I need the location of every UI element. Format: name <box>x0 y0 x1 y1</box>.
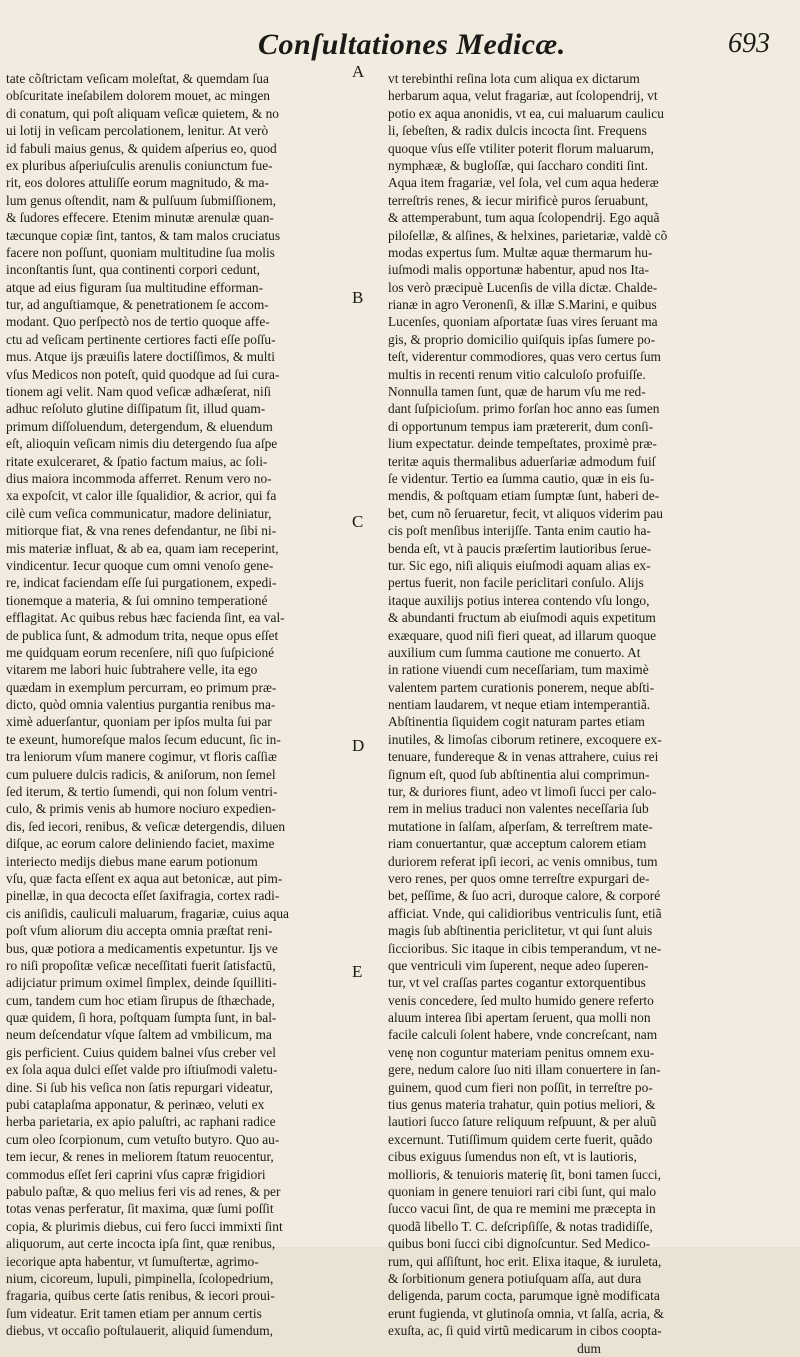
text-line: xa expoſcit, vt calor ille ſqualidior, & acrior, qui fa <box>6 488 277 504</box>
text-line: mus. Atque ijs præuiſis latere doctiſſimos, & multi <box>6 349 275 365</box>
text-line: totas venas perferatur, ſit maxima, quæ ſumi poſſit <box>6 1201 274 1217</box>
text-line: de publica ſunt, & admodum trita, neque opus eſſet <box>6 627 279 643</box>
text-line: di opportunum tempus iam prætererit, dum conſi- <box>388 418 654 434</box>
text-line: ex pluribus aſperiuſculis arenulis coniunctum fue- <box>6 157 273 173</box>
page-header <box>0 22 800 68</box>
margin-letter-c: C <box>352 512 364 531</box>
text-line: facile calculi ſolent habere, vnde concreſcant, nam <box>388 1027 658 1043</box>
text-line: re, indicat faciendam eſſe ſui purgationem, expedi- <box>6 575 277 591</box>
text-line: ex ſola aqua dulci eſſet valde pro iſtiuſmodi valetu- <box>6 1062 278 1078</box>
text-line: exuſta, ac, ſi quid virtũ medicarum in cibos coopta- <box>388 1323 662 1339</box>
text-line: nium, cicoreum, lupuli, pimpinella, ſcolopedrium, <box>6 1270 274 1286</box>
text-line: culo, & primis venis ab humore nociuro expedien- <box>6 801 276 817</box>
text-line: primum diſſoluendum, detergendum, & eluendum <box>6 418 273 434</box>
text-line: cis aniſidis, cauliculi maluarum, fragariæ, cuius aqua <box>6 905 289 921</box>
text-line: nymphææ, & bugloſſæ, qui ſaccharo conditi ſint. <box>388 157 648 173</box>
text-line: multis in recenti renum vitio calculoſo profuiſſe. <box>388 366 646 382</box>
text-line: tur. Sic ego, niſi aliquis eiuſmodi aquam alias ex- <box>388 557 651 573</box>
text-line: ſiccioribus. Sic itaque in cibis temperandum, vt ne- <box>388 940 662 956</box>
text-line: diſque, ac eorum calore deliniendo faciet, maxime <box>6 836 275 852</box>
text-line: bet, peſſime, & ſuo acri, duroque calore, & corporé <box>388 888 661 904</box>
text-line: que ventriculi vim ſuperent, neque adeo ſuperen- <box>388 957 649 973</box>
text-line: in ratione viuendi cum neceſſariam, tum maximè <box>388 662 649 678</box>
text-line: fragaria, quibus certe ſatis renibus, & iecori proui- <box>6 1288 275 1304</box>
text-line: commodus eſſet ſeri caprini vſus capræ frigidiori <box>6 1166 266 1182</box>
text-line: lautiori ſucco ſature reliquum reſpuunt, & per aluũ <box>388 1114 657 1130</box>
text-line: lum genus oſtendit, nam & pulſuum ſubmiſſionem, <box>6 192 277 208</box>
text-line: id fabuli maius genus, & quidem aſperius eo, quod <box>6 140 277 156</box>
text-line: riam conuertantur, quæ acceptum calorem etiam <box>388 836 647 852</box>
text-line: rem in melius traduci non valentes neceſſaria ſub <box>388 801 649 817</box>
text-line: dant ſuſpicioſum. primo forſan hoc anno eas ſumen <box>388 401 660 417</box>
text-line: vſu, quæ facta eſſent ex aqua aut betonicæ, aut pim- <box>6 870 283 886</box>
text-line: vſus Medicos non poteſt, quid quodque ad ſui cura- <box>6 366 280 382</box>
text-line: neum deſcendatur vſque ſaltem ad vmbilicum, ma <box>6 1027 272 1043</box>
text-line: bus, quæ potiora a medicamentis expetuntur. Ijs ve <box>6 940 278 956</box>
text-line: cum, tandem cum hoc etiam ſirupus de ſthæchade, <box>6 992 275 1008</box>
text-line: mis materiæ influat, & ab ea, quam iam receperint, <box>6 540 279 556</box>
text-line: tra leniorum vſum manere cogimur, vt floris caſſiæ <box>6 749 277 765</box>
text-line: li, ſebeſten, & radix dulcis incocta ſint. Frequens <box>388 123 647 139</box>
text-line: tionemque a materia, & ſui omnino temperationé <box>6 592 268 608</box>
text-line: & ſorbitionum genera potiuſquam aſſa, aut dura <box>388 1270 642 1286</box>
text-line: ſucco vacui ſint, de qua re memini me præcepta in <box>388 1201 656 1217</box>
text-line: quæ quidem, ſi hora, poſtquam ſumpta ſunt, in bal- <box>6 1010 277 1026</box>
left-text-column <box>6 70 348 1340</box>
margin-letter-a: A <box>352 62 365 81</box>
text-line: excernunt. Tutiſſimum quidem certe fuerit, quãdo <box>388 1131 653 1147</box>
text-line: obſcuritate ineſabilem dolorem mouet, ac mingen <box>6 88 271 104</box>
text-line: eſt, alioquin veſicam nimis diu detergendo ſua aſpe <box>6 436 278 452</box>
text-line: rit, eos dolores attuliſſe eorum magnitudo, & ma- <box>6 175 269 191</box>
text-line: dis, ſed iecori, renibus, & veſicæ detergendis, diluen <box>6 818 286 834</box>
text-line: vt terebinthi reſina lota cum aliqua ex dictarum <box>388 71 640 86</box>
text-line: tate cõſtrictam veſicam moleſtat, & quemdam ſua <box>6 71 269 86</box>
text-line: vindicentur. Iecur quoque cum omni venoſo gene- <box>6 557 274 573</box>
text-line: pertus fuerit, non facile periclitari conſulo. Alijs <box>388 575 644 591</box>
text-line: bet, cum nõ ſeruaretur, fecit, vt aliquos viderim pau <box>388 505 663 521</box>
text-line: itaque auxilijs potius interea contendo vſu longo, <box>388 592 650 608</box>
text-line: tur, & duriores fiunt, adeo vt limoſi ſucci per calo- <box>388 784 657 800</box>
text-line: venis concedere, ſed multo humido genere referto <box>388 992 654 1008</box>
margin-letter-b: B <box>352 288 364 307</box>
text-line: vero renes, per quos omne terreſtre expurgari de- <box>388 870 650 886</box>
text-line: guinem, quod cum fieri non poſſit, in terreſtre po- <box>388 1079 653 1095</box>
text-line: magis ſub abſtinentia periclitetur, vt qui ſunt aluis <box>388 923 653 939</box>
text-line: erunt fugienda, vt glutinoſa omnia, vt ſalſa, acria, & <box>388 1305 664 1321</box>
text-line: tius genus materia trahatur, quin potius meliori, & <box>388 1097 656 1113</box>
text-line: pabulo paſtæ, & quo melius feri vis ad renes, & per <box>6 1184 281 1199</box>
text-line: vitarem me labori huic ſubtrahere velle, ita ego <box>6 662 258 678</box>
text-line: copia, & plurimis diebus, cui fero ſucci immixti ſint <box>6 1218 283 1234</box>
right-text-column <box>388 70 790 1357</box>
text-line: tionem agi velit. Nam quod veſicæ adhæſerat, niſi <box>6 384 272 400</box>
text-line: rum, qui aſſiſtunt, hoc erit. Elixa itaque, & iuruleta, <box>388 1253 662 1269</box>
text-line: mollioris, & tenuioris materię ſit, boni tamen ſucci, <box>388 1166 661 1182</box>
text-line: modant. Quo perſpectò nos de tertio quoque affe- <box>6 314 270 330</box>
text-line: cum oleo ſcorpionum, cum vetuſto butyro. Quo au- <box>6 1131 280 1147</box>
text-line: benda eſt, vt à paucis præſertim lautioribus ſerue- <box>388 540 652 556</box>
text-line: quoniam in genere tenuiori rari cibi ſunt, qui malo <box>388 1184 657 1199</box>
text-line: inconſtantis ſunt, qua continenti corpori cedunt, <box>6 262 260 278</box>
text-line: te exeunt, humoreſque malos ſecum educunt, ſic in- <box>6 731 281 747</box>
text-line: venę non coguntur materiam penitus omnem exu- <box>388 1044 655 1060</box>
text-line: atque ad eius figuram ſua multitudine efforman- <box>6 279 264 295</box>
text-line: dine. Si ſub his veſica non ſatis repurgari videatur, <box>6 1079 273 1095</box>
text-line: nentiam laudarem, vt neque etiam intemperantiã. <box>388 697 651 713</box>
text-line: teritæ aquis thermalibus aduerſariæ admodum fuiſ <box>388 453 656 469</box>
text-line: ſed iterum, & tertio ſumendi, qui non ſolum ventri- <box>6 784 278 800</box>
text-line: ui lotij in veſicam percolationem, lenitur. At verò <box>6 123 269 139</box>
text-line: diebus, vt occaſio poſtulauerit, aliquid ſumendum, <box>6 1323 274 1339</box>
text-line: cis poſt menſibus interijſſe. Tanta enim cautio ha- <box>388 523 651 539</box>
text-line: los verò præcipuè Lucenſis de villa dictæ. Chalde- <box>388 279 658 295</box>
text-line: Nonnulla tamen ſunt, quæ de harum vſu me red- <box>388 384 646 400</box>
text-line: poſt vſum aliorum diu accepta omnia præſtat reni- <box>6 923 273 939</box>
text-line: quibus boni ſucci cibi dignoſcuntur. Sed Medico- <box>388 1236 651 1252</box>
text-line: mutatione in ſalſam, aſperſam, & terreſtrem mate- <box>388 818 653 834</box>
text-line: piloſellæ, & alſines, & helxines, parietariæ, valdè cõ <box>388 227 668 243</box>
text-line: mendis, & poſtquam etiam ſumptæ ſunt, haberi de- <box>388 488 660 504</box>
text-line: tæcunque copiæ ſint, tantos, & tam malos cruciatus <box>6 227 281 243</box>
text-line: mitiorque fiat, & vna renes defendantur, ne ſibi ni- <box>6 523 277 539</box>
text-line: interiecto medijs diebus mane earum potionum <box>6 853 258 869</box>
text-line: tenuare, fundereque & in venas attrahere, cuius rei <box>388 749 659 765</box>
text-line: adhuc reſoluto glutine diſſipatum ſit, illud quam- <box>6 401 266 417</box>
text-line: adijciatur primum oximel ſimplex, deinde ſquilliti- <box>6 975 277 991</box>
text-line: aluum interea ſibi apertam ſeruent, qua molli non <box>388 1010 651 1026</box>
text-line: valentem partem curationis ponerem, neque abſti- <box>388 679 655 695</box>
text-line: iecorique apta habentur, vt ſumuſtertæ, agrimo- <box>6 1253 259 1269</box>
text-line: afficiat. Vnde, qui calidioribus ventriculis ſunt, etiã <box>388 905 662 921</box>
text-line: auxilium cum ſumma cautione me conuerto. At <box>388 644 641 660</box>
text-line: gere, nedum calore ſuo niti illam conuertere in ſan- <box>388 1062 661 1078</box>
text-line: ro niſi propoſitæ veſicæ neceſſitati fuerit ſatisfactū, <box>6 957 276 973</box>
text-line: ſignum eſt, quod ſub abſtinentia alui comprimun- <box>388 766 650 782</box>
text-line: quodã libello T. C. deſcripſiſſe, & notas tradidiſſe, <box>388 1218 653 1234</box>
text-line: & abundanti fructum ab eiuſmodi aquis expetitum <box>388 610 656 626</box>
text-line: lium expectatur. deinde tempeſtates, proximè præ- <box>388 436 657 452</box>
text-line: cibus exiguus ſumendus non eſt, vt is lautioris, <box>388 1149 637 1165</box>
text-line: exæquare, quod niſi fieri queat, ad illarum quoque <box>388 627 657 643</box>
text-line: Aqua item fragariæ, vel ſola, vel cum aqua hederæ <box>388 175 659 191</box>
text-line: terreſtris renes, & iecur mirificè puros ſeruabunt, <box>388 192 649 208</box>
text-line: iuſmodi malis opportunæ habentur, apud nos Ita- <box>388 262 649 278</box>
text-line: di conatum, qui poſt aliquam veſicæ quietem, & no <box>6 105 279 121</box>
text-line: & attemperabunt, tum aqua ſcolopendrij. Ego aquã <box>388 210 660 226</box>
text-line: ſe videntur. Tertio ea ſumma cautio, quæ in eis ſu- <box>388 470 655 486</box>
text-line: quædam in exemplum percurram, eo primum præ- <box>6 679 277 695</box>
text-line: herbarum aqua, velut fragariæ, aut ſcolopendrij, vt <box>388 88 658 104</box>
text-line: rianæ in agro Veronenſi, & illæ S.Marini, e quibus <box>388 297 657 313</box>
text-line: aliquorum, aut certe incocta ipſa ſint, quæ renibus, <box>6 1236 276 1252</box>
text-line: herba parietaria, ex apio paluſtri, ac raphani radice <box>6 1114 276 1130</box>
text-line: teſt, viderentur commodiores, quas vero certus ſum <box>388 349 661 365</box>
page-number: 693 <box>728 28 770 59</box>
text-line: modas expertus ſum. Multæ aquæ thermarum hu- <box>388 244 653 260</box>
margin-letter-e: E <box>352 962 363 981</box>
running-title: Conſultationes Medicæ. <box>258 28 566 61</box>
text-line: dum <box>577 1340 601 1356</box>
text-line: facere non poſſunt, quoniam multitudine ſua molis <box>6 244 275 260</box>
text-line: pinellæ, in qua decocta eſſet ſaxifragia, cortex radi- <box>6 888 280 904</box>
text-line: quoque vſus eſſe vtiliter poterit florum maluarum, <box>388 140 654 156</box>
text-line: potio ex aqua anonidis, vt ea, cui maluarum caulicu <box>388 105 664 121</box>
text-line: gis perficient. Cuius quidem balnei vſus creber vel <box>6 1044 276 1060</box>
text-line: gis, & proprio domicilio quiſquis ipſas ſumere po- <box>388 331 656 347</box>
text-line: & ſudores effecere. Etenim minutæ arenulæ quan- <box>6 210 274 226</box>
text-line: duriorem referat ipſi iecori, ac venis omnibus, tum <box>388 853 658 869</box>
text-line: inutiles, & limoſas ciborum retinere, excoquere ex- <box>388 731 662 747</box>
text-line: ctu ad veſicam pertinente certiores facti eſſe poſſu- <box>6 331 276 347</box>
margin-letter-d: D <box>352 736 365 755</box>
text-line: Abſtinentia ſiquidem cogit naturam partes etiam <box>388 714 645 730</box>
text-line: tur, vt vel craſſas partes cogantur extorquentibus <box>388 975 646 991</box>
text-line: ximè aduerſantur, quoniam per ipſos multa ſui par <box>6 714 272 730</box>
text-line: me quidquam eorum recenſere, niſi quo ſuſpicioné <box>6 644 275 660</box>
text-line: dius maiora incommoda afferret. Renum vero no- <box>6 470 272 486</box>
text-line: ſum videatur. Erit tamen etiam per annum certis <box>6 1305 262 1321</box>
text-line: deligenda, parum cocta, parumque ignè modificata <box>388 1288 660 1304</box>
text-line: pubi cataplaſma apponatur, & perinæo, veluti ex <box>6 1097 265 1113</box>
text-line: cum puluere dulcis radicis, & aniſorum, non ſemel <box>6 766 276 782</box>
text-line: ritate exulceraret, & ſpatio factum maius, ac ſoli- <box>6 453 268 469</box>
text-line: tem iecur, & renes in meliorem ſtatum reuocentur, <box>6 1149 274 1165</box>
text-line: tur, ad anguſtiamque, & penetrationem ſe accom- <box>6 297 269 313</box>
text-line: efflagitat. Ac quibus rebus hæc facienda ſint, ea val- <box>6 610 285 626</box>
text-line: dicto, quòd omnia valentius purgantia renibus ma- <box>6 697 276 713</box>
text-line: cilè cum veſica communicatur, madore deliniatur, <box>6 505 272 521</box>
text-line: Lucenſes, quoniam aſportatæ ſuas vires ſeruant ma <box>388 314 658 330</box>
